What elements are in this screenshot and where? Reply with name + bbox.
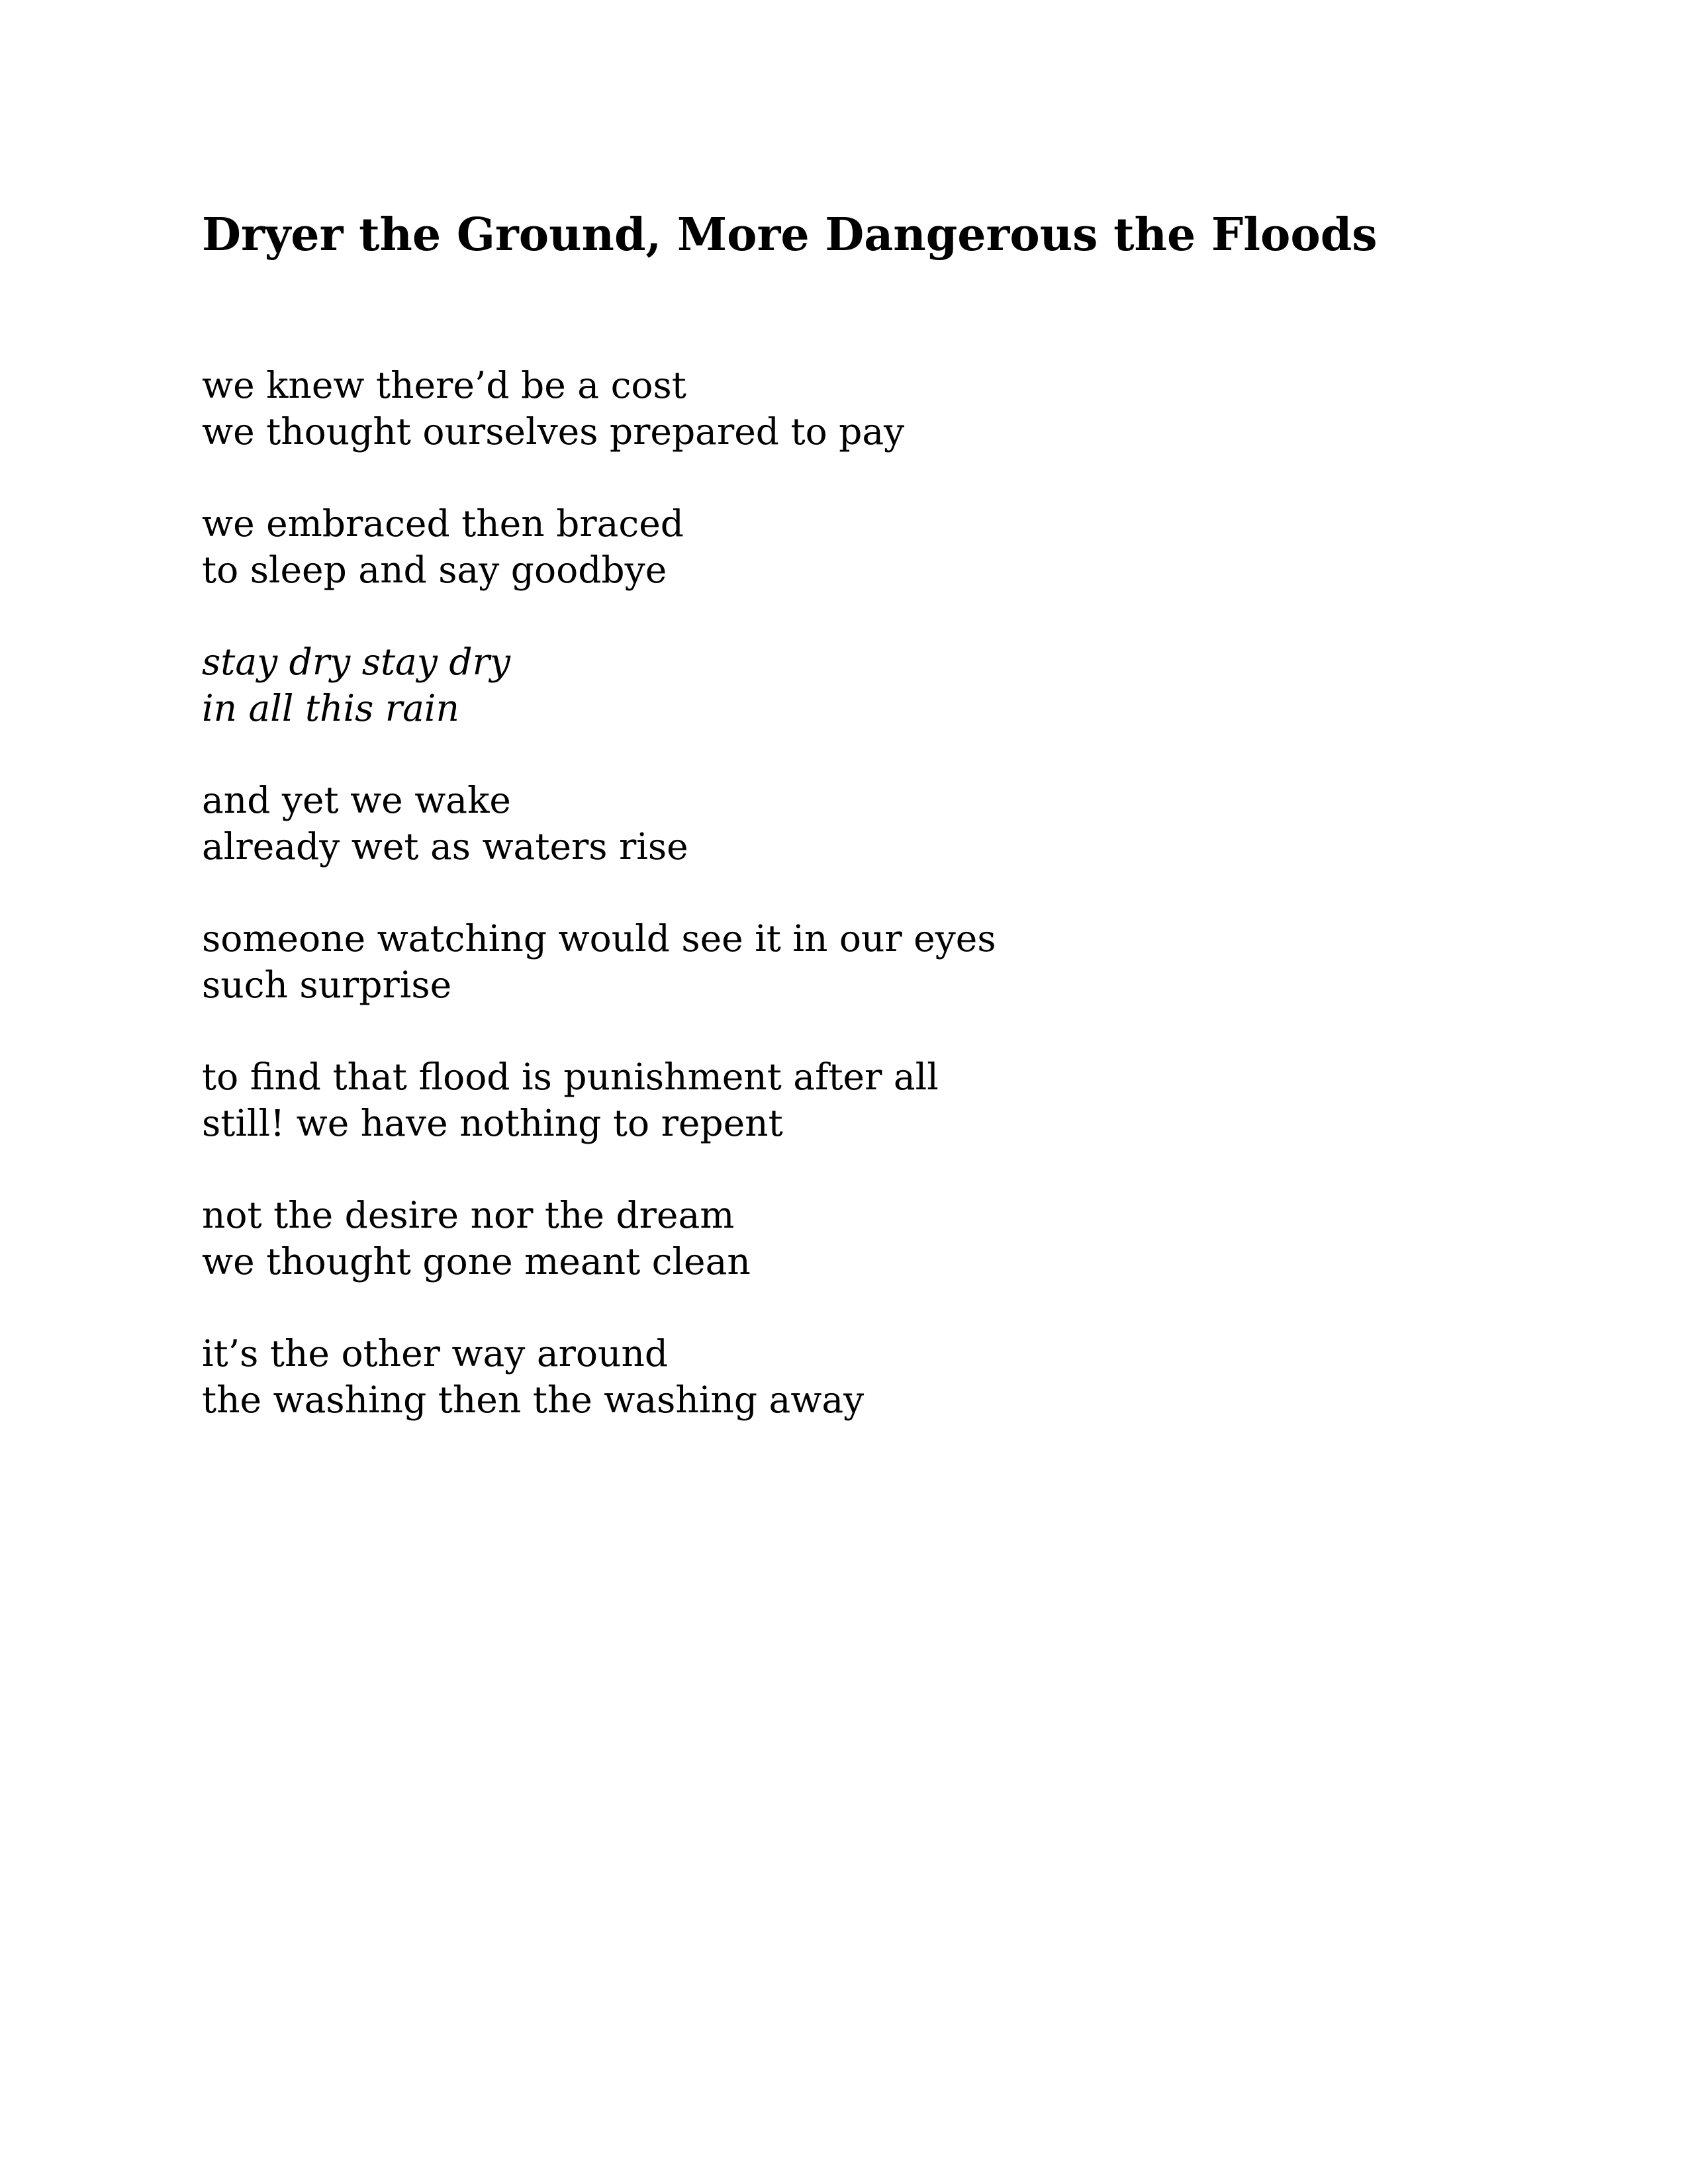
poem-line: it’s the other way around xyxy=(202,1332,669,1375)
poem-line: we thought gone meant clean xyxy=(202,1240,751,1283)
poem-line: stay dry stay dry xyxy=(202,641,510,683)
poem-line: not the desire nor the dream xyxy=(202,1194,735,1236)
poem-line: we knew there’d be a cost xyxy=(202,364,686,406)
poem-line: still! we have nothing to repent xyxy=(202,1102,783,1144)
poem-line: and yet we wake xyxy=(202,779,511,821)
poem-line: to sleep and say goodbye xyxy=(202,549,667,591)
stanza-3-italic xyxy=(202,639,1526,731)
stanza-4 xyxy=(202,777,1526,870)
poem-line: such surprise xyxy=(202,964,452,1006)
stanza-1 xyxy=(202,362,1526,455)
stanza-5 xyxy=(202,915,1526,1008)
poem-line: in all this rain xyxy=(202,687,459,729)
poem-line: to find that flood is punishment after all xyxy=(202,1056,939,1098)
stanza-2 xyxy=(202,500,1526,593)
stanza-7 xyxy=(202,1192,1526,1285)
stanza-6 xyxy=(202,1054,1526,1146)
poem-title: Dryer the Ground, More Dangerous the Floods xyxy=(202,208,1378,261)
poem-line: already wet as waters rise xyxy=(202,825,688,868)
poem-line: the washing then the washing away xyxy=(202,1379,865,1421)
poem-line: someone watching would see it in our eyes xyxy=(202,917,996,960)
poem-line: we embraced then braced xyxy=(202,502,684,545)
poem-body xyxy=(202,362,1526,1469)
poem-line: we thought ourselves prepared to pay xyxy=(202,410,905,453)
stanza-8 xyxy=(202,1330,1526,1423)
